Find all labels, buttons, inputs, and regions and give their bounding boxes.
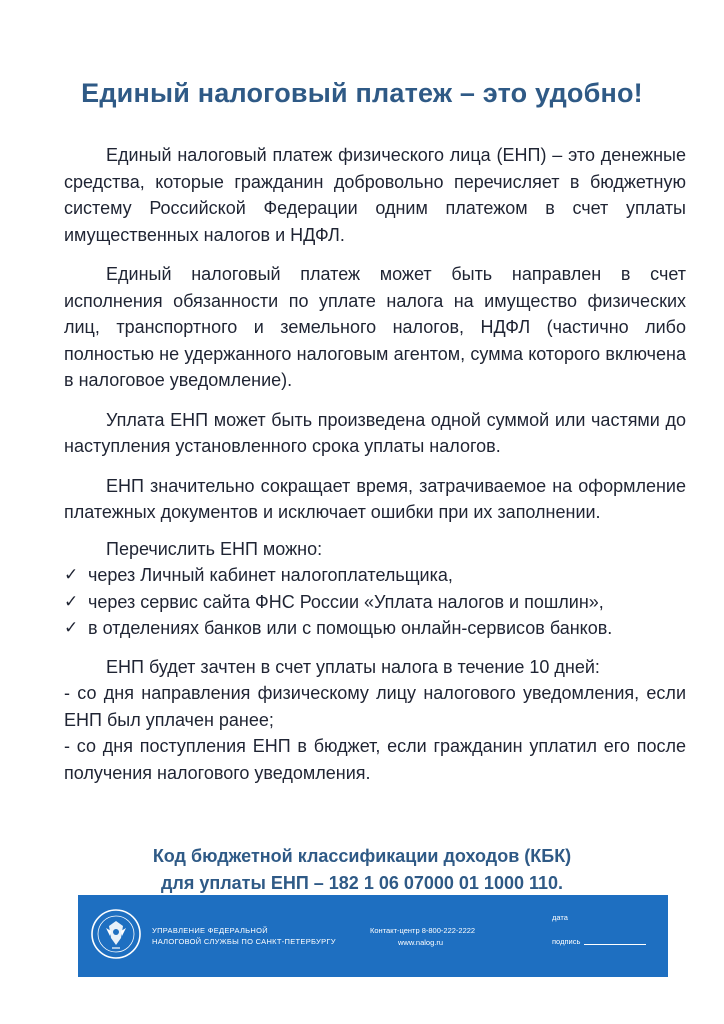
- signature-label: подпись: [552, 937, 581, 946]
- footer-organization: [152, 925, 352, 947]
- crediting-block: [64, 654, 686, 787]
- document-body: [64, 142, 686, 786]
- list-item-text: в отделениях банков или с помощью онлайн-сервисов банков.: [88, 618, 613, 638]
- list-item: [64, 615, 686, 642]
- paragraph-benefits: ЕНП значительно сокращает время, затрачиваемое на оформление платежных документов и исключает ошибки при их заполнении.: [64, 475, 686, 522]
- page-title: Единый налоговый платеж – это удобно!: [81, 78, 643, 108]
- date-field: [552, 913, 568, 922]
- paragraph-definition: Единый налоговый платеж физического лица (ЕНП) – это денежные средства, которые гражданин добровольно перечисляет в бюджетную систему Российской Федерации одним платежом в счет уплаты имущественных налогов и НДФЛ.: [64, 145, 686, 245]
- footer-contact: [370, 925, 475, 949]
- payment-methods-list: [64, 536, 686, 642]
- list-item-text: через сервис сайта ФНС России «Уплата налогов и пошлин»,: [88, 591, 604, 612]
- checkmark-icon: ✓: [64, 618, 79, 637]
- date-label: дата: [552, 913, 568, 922]
- footer-org-line2: НАЛОГОВОЙ СЛУЖБЫ ПО САНКТ-ПЕТЕРБУРГУ: [152, 937, 336, 946]
- list-item-text: через Личный кабинет налогоплательщика,: [88, 565, 453, 585]
- list-item: [64, 589, 686, 616]
- website-link[interactable]: www.nalog.ru: [398, 938, 444, 947]
- footer-org-line1: УПРАВЛЕНИЕ ФЕДЕРАЛЬНОЙ: [152, 926, 268, 935]
- kbk-block: [0, 843, 724, 897]
- kbk-line2: для уплаты ЕНП – 182 1 06 07000 01 1000 110.: [160, 873, 564, 893]
- payment-methods-lead: Перечислить ЕНП можно:: [106, 538, 323, 559]
- paragraph-purpose: Единый налоговый платеж может быть направлен в счет исполнения обязанности по уплате налога на имущество физических лиц, транспортного и земельного налогов, НДФЛ (частично либо полностью не удержанного налоговым агентом, сумма которого включена в налоговое уведомление).: [64, 264, 686, 390]
- crediting-lead: ЕНП будет зачтен в счет уплаты налога в течение 10 дней:: [106, 656, 600, 677]
- checkmark-icon: ✓: [64, 591, 79, 611]
- list-item: [64, 562, 686, 589]
- paragraph-payment-terms: Уплата ЕНП может быть произведена одной суммой или частями до наступления установленного срока уплаты налогов.: [64, 409, 686, 456]
- signature-field: [552, 937, 646, 946]
- kbk-line1: Код бюджетной классификации доходов (КБК): [152, 846, 572, 866]
- crediting-line: - со дня направления физическому лицу налогового уведомления, если ЕНП был уплачен ранее;: [64, 683, 686, 730]
- crediting-line: - со дня поступления ЕНП в бюджет, если гражданин уплатил его после получения налогового уведомления.: [64, 736, 686, 783]
- footer-banner: [78, 895, 668, 977]
- fns-emblem-icon: [90, 908, 142, 960]
- checkmark-icon: ✓: [64, 565, 79, 584]
- signature-line: [584, 944, 646, 945]
- contact-center: Контакт-центр 8-800-222-2222: [370, 926, 476, 935]
